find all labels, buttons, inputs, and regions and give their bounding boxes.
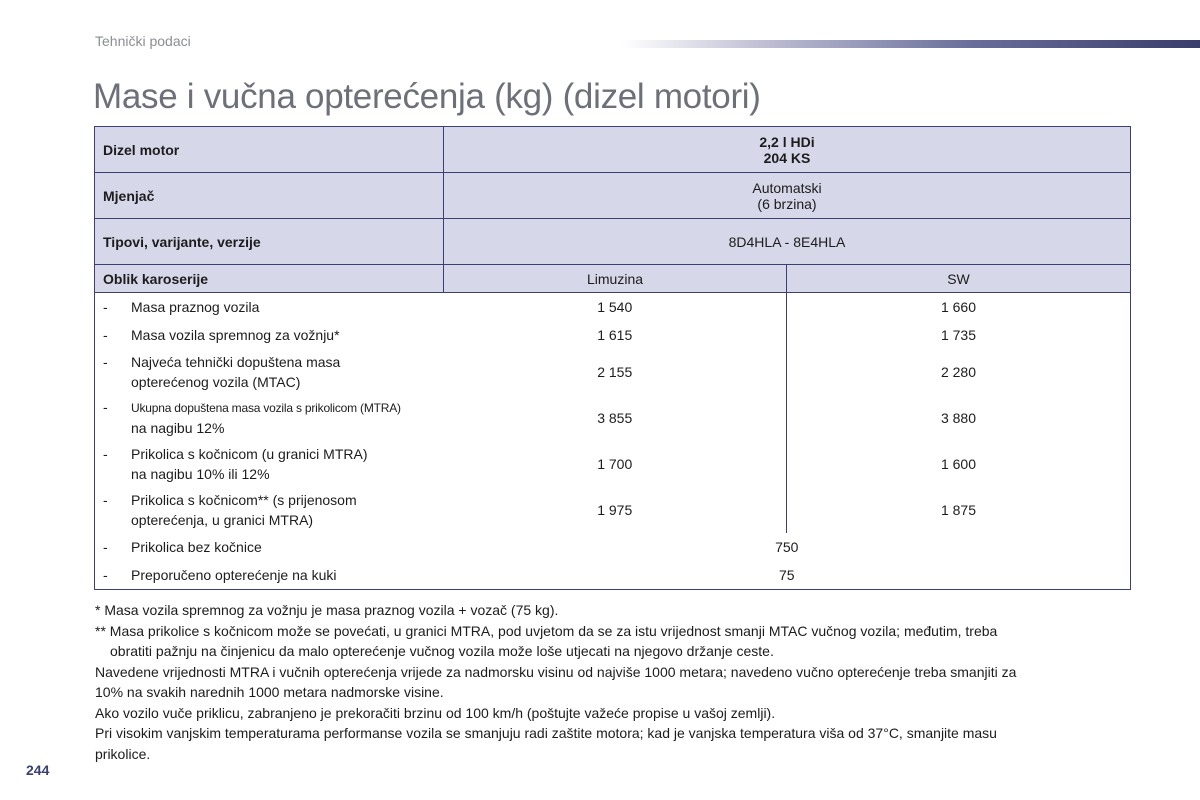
- note-speed-limit: Ako vozilo vuče priklicu, zabranjeno je prekoračiti brzinu od 100 km/h (poštujte važeće propise u vašoj zemlji).: [95, 704, 776, 721]
- footnotes: [95, 600, 1130, 764]
- body-type-sw: SW: [787, 265, 1131, 293]
- bullet-dash: -: [103, 399, 108, 415]
- value-limuzina: 1 540: [597, 298, 633, 315]
- note-altitude: Navedene vrijednosti MTRA i vučnih opterećenja vrijede za nadmorsku visinu od najviše 1000 metara; navedeno vučno opterećenje treba smanjiti za: [95, 663, 1017, 680]
- value-sw: 3 880: [787, 395, 1131, 441]
- gearbox-value: [444, 173, 1131, 219]
- row-label-cont: na nagibu 12%: [131, 420, 225, 436]
- table-row: [95, 349, 1131, 395]
- value-limuzina: 1 700: [597, 455, 633, 472]
- table-row: [95, 441, 1131, 487]
- value-limuzina: 1 615: [597, 326, 633, 343]
- types-label: Tipovi, varijante, verzije: [95, 219, 444, 265]
- engine-row: [95, 127, 1131, 173]
- footnote-braked-trailer-cont: obratiti pažnju na činjenicu da malo opterećenje vučnog vozila može loše utjecati na njegovo držanje ceste.: [110, 643, 774, 659]
- row-label: Masa praznog vozila: [131, 298, 260, 315]
- gearbox-row: [95, 173, 1131, 219]
- table-row: [95, 561, 1131, 590]
- row-label: Preporučeno opterećenje na kuki: [131, 566, 337, 583]
- body-type-label: Oblik karoserije: [95, 265, 444, 293]
- value-sw: 1 875: [787, 487, 1131, 533]
- bullet-dash: -: [103, 298, 108, 315]
- table-row: [95, 293, 1131, 321]
- bullet-dash: -: [103, 353, 108, 370]
- specs-table: [94, 126, 1131, 590]
- engine-label: Dizel motor: [95, 127, 444, 173]
- body-type-row: [95, 265, 1131, 293]
- gearbox-value-line1: Automatski: [752, 179, 822, 196]
- value-both: 75: [778, 566, 795, 583]
- row-label: Prikolica bez kočnice: [131, 538, 262, 555]
- value-sw: 1 600: [787, 441, 1131, 487]
- table-row: [95, 395, 1131, 441]
- value-limuzina: 2 155: [597, 363, 633, 380]
- engine-value-line1: 2,2 l HDi: [759, 133, 815, 150]
- bullet-dash: -: [103, 491, 108, 508]
- types-value: 8D4HLA - 8E4HLA: [444, 219, 1131, 265]
- note-temperature: Pri visokim vanjskim temperaturama performanse vozila se smanjuju radi zaštite motora; kad je vanjska temperatura viša od 37°C, smanjite masu: [95, 725, 997, 741]
- page-title: Mase i vučna opterećenja (kg) (dizel motori): [93, 77, 761, 116]
- value-both: 750: [775, 538, 799, 555]
- table-row: [95, 487, 1131, 533]
- section-label: Tehnički podaci: [95, 33, 191, 49]
- gearbox-value-line2: (6 brzina): [757, 195, 817, 212]
- row-label: Prikolica s kočnicom (u granici MTRA): [131, 445, 368, 462]
- bullet-dash: -: [103, 445, 108, 462]
- note-altitude-cont: 10% na svakih narednih 1000 metara nadmorske visine.: [95, 684, 444, 700]
- body-type-limuzina: Limuzina: [444, 265, 787, 293]
- types-row: [95, 219, 1131, 265]
- note-temperature-cont: prikolice.: [95, 745, 151, 762]
- engine-value: [444, 127, 1131, 173]
- row-label: Ukupna dopuštena masa vozila s prikolicom (MTRA): [131, 401, 401, 415]
- row-label-cont: opterećenog vozila (MTAC): [131, 373, 301, 390]
- row-label-cont: na nagibu 10% ili 12%: [131, 465, 270, 482]
- page-number: 244: [26, 762, 50, 778]
- bullet-dash: -: [103, 326, 108, 343]
- table-row: [95, 321, 1131, 349]
- header-gradient-rule: [622, 40, 1200, 48]
- footnote-ready-mass: * Masa vozila spremnog za vožnju je masa praznog vozila + vozač (75 kg).: [95, 602, 559, 618]
- row-label: Prikolica s kočnicom** (s prijenosom: [131, 491, 357, 508]
- value-sw: 1 660: [787, 293, 1131, 321]
- engine-value-line2: 204 KS: [763, 149, 811, 166]
- row-label-cont: opterećenja, u granici MTRA): [131, 511, 314, 528]
- row-label: Masa vozila spremnog za vožnju*: [131, 326, 340, 343]
- value-sw: 2 280: [787, 349, 1131, 395]
- row-label: Najveća tehnički dopuštena masa: [131, 353, 341, 370]
- value-sw: 1 735: [787, 321, 1131, 349]
- table-row: [95, 533, 1131, 561]
- bullet-dash: -: [103, 566, 108, 583]
- value-limuzina: 1 975: [597, 501, 633, 518]
- value-limuzina: 3 855: [597, 409, 633, 426]
- footnote-braked-trailer: ** Masa prikolice s kočnicom može se povećati, u granici MTRA, pod uvjetom da se za istu vrijednost smanji MTAC vučnog vozila; međutim, treba: [95, 622, 998, 639]
- gearbox-label: Mjenjač: [95, 173, 444, 219]
- bullet-dash: -: [103, 538, 108, 555]
